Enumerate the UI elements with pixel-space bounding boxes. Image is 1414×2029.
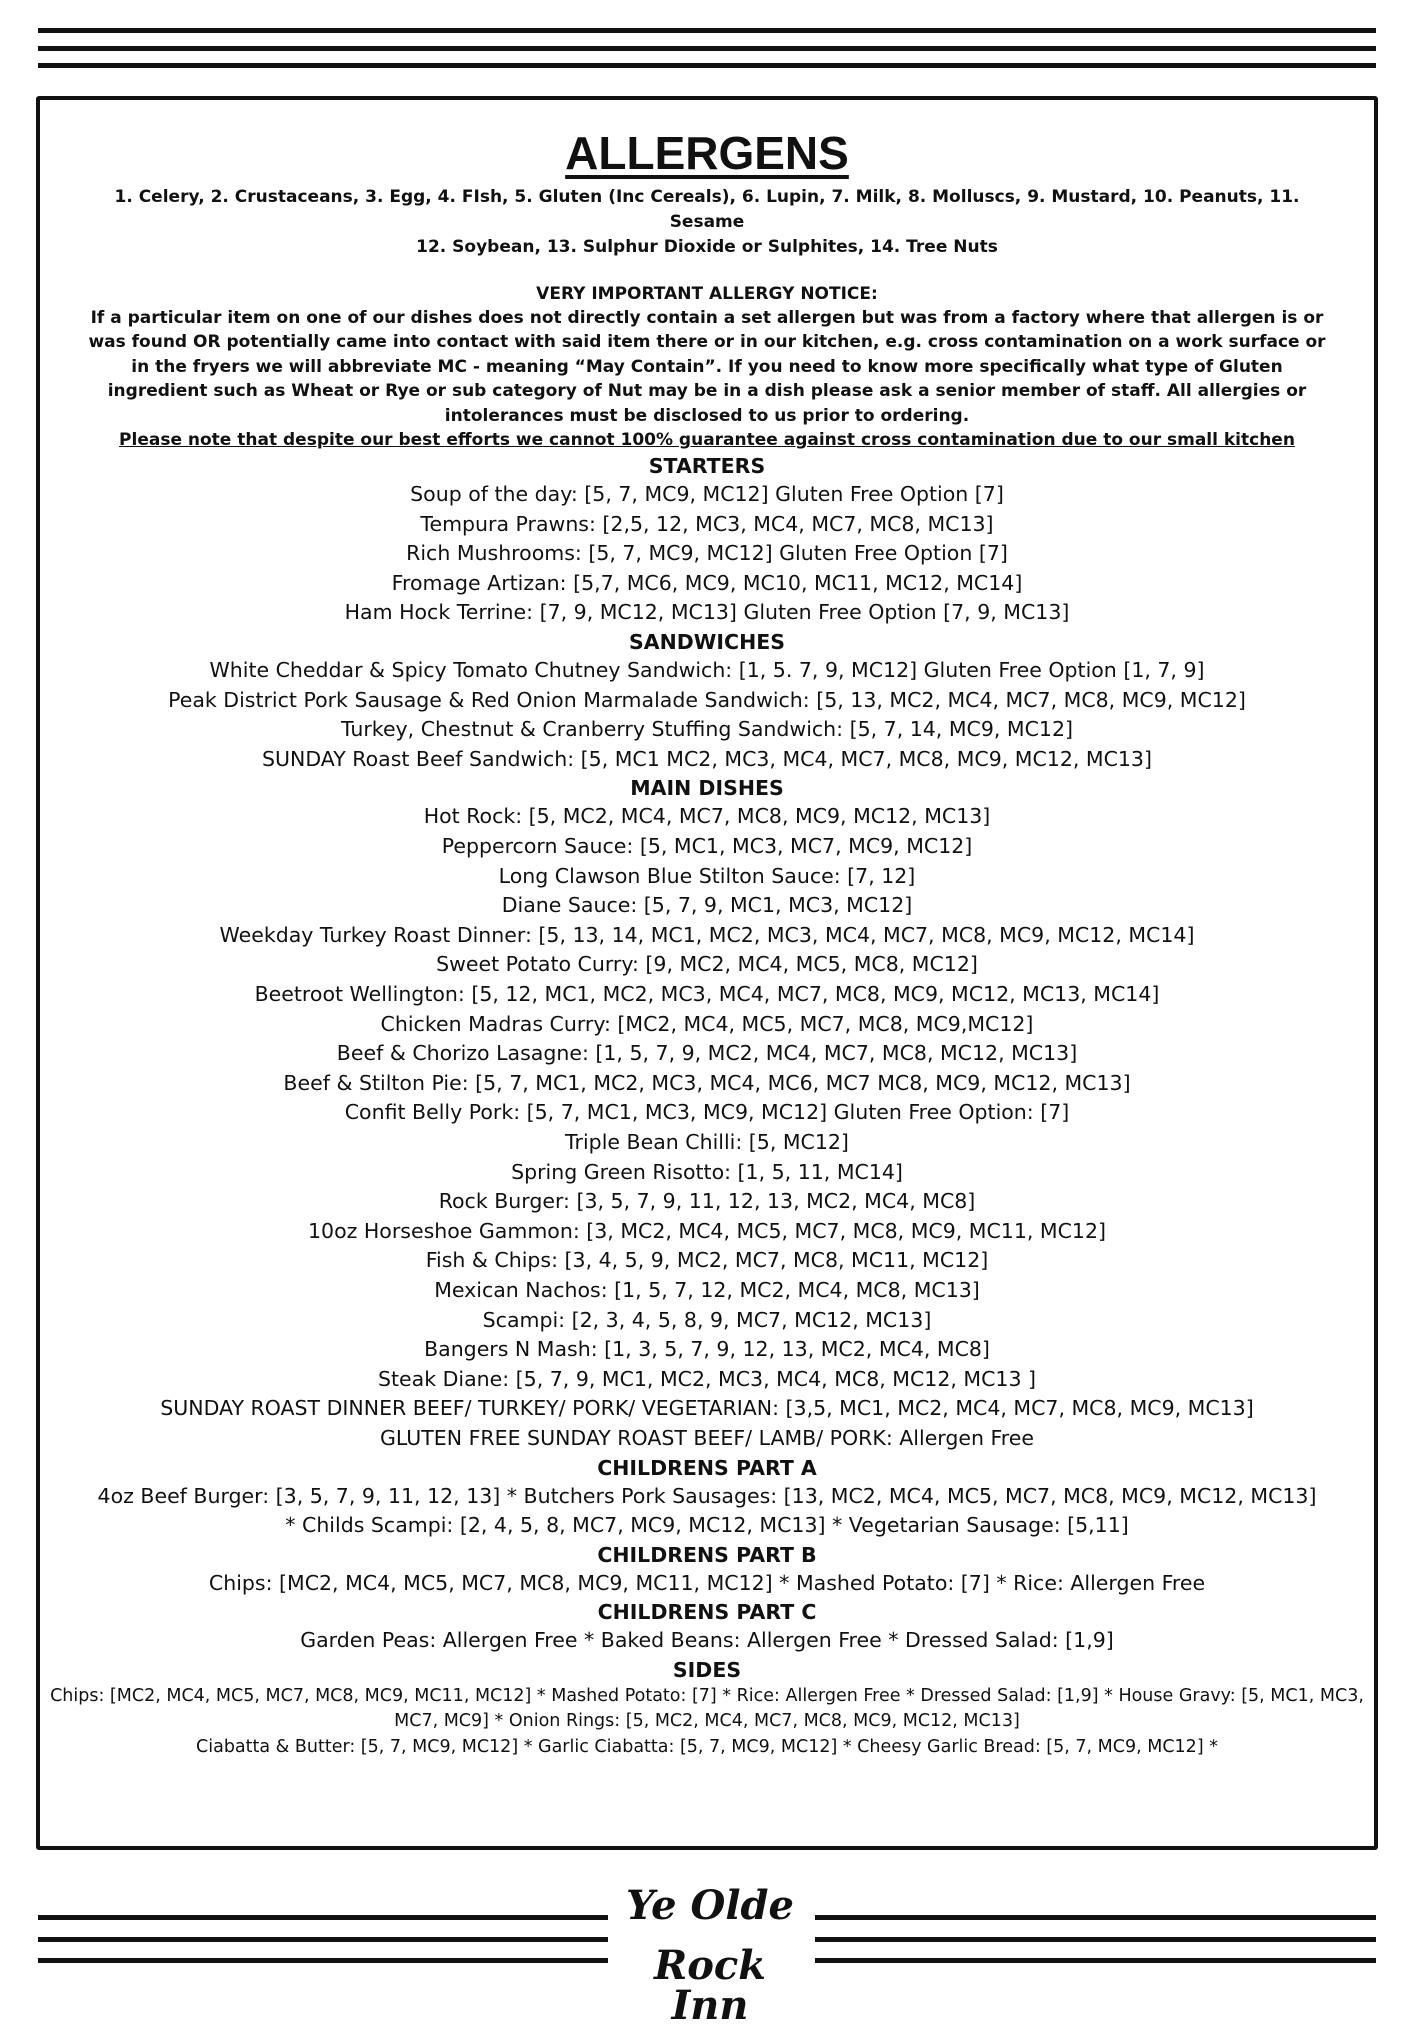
menu-item: Confit Belly Pork: [5, 7, MC1, MC3, MC9, MC12] Gluten Free Option: [7] xyxy=(344,1100,1070,1125)
menu-item: Chips: [MC2, MC4, MC5, MC7, MC8, MC9, MC11, MC12] * Mashed Potato: [7] * Rice: Allergen Free xyxy=(208,1570,1206,1595)
menu-item: Tempura Prawns: [2,5, 12, MC3, MC4, MC7, MC8, MC13] xyxy=(420,511,994,536)
section-heading: SANDWICHES xyxy=(628,630,785,655)
notice-body: If a particular item on one of our dishes does not directly contain a set allergen but was from a factory where that allergen is or was found OR potentially came into contact with said item there or in our kitchen, e.g. cross contamination on a work surface or in the fryers we will abbreviate MC - meaning “May Contain”. If you need to know more specifically what type of Gluten ingredient such as Wheat or Rye or sub category of Nut may be in a dish please ask a senior member of staff. All allergies or intolerances must be disclosed to us prior to ordering. xyxy=(88,307,1326,426)
section-childrens-b xyxy=(40,1541,1374,1599)
allergen-key-line: 1. Celery, 2. Crustaceans, 3. Egg, 4. FIsh, 5. Gluten (Inc Cereals), 6. Lupin, 7. Milk, 8. Molluscs, 9. Mustard, 10. Peanuts, 11. Sesame xyxy=(114,186,1300,232)
menu-item: White Cheddar & Spicy Tomato Chutney Sandwich: [1, 5. 7, 9, MC12] Gluten Free Option [1, 7, 9] xyxy=(209,658,1205,683)
section-heading: SIDES xyxy=(672,1657,742,1682)
section-heading: CHILDRENS PART C xyxy=(597,1600,817,1625)
allergy-notice xyxy=(82,282,1332,453)
menu-item: Weekday Turkey Roast Dinner: [5, 13, 14, MC1, MC2, MC3, MC4, MC7, MC8, MC9, MC12, MC14] xyxy=(219,922,1195,947)
allergen-key-list xyxy=(80,185,1334,260)
notice-warning: Please note that despite our best efforts we cannot 100% guarantee against cross contamination due to our small kitchen xyxy=(119,430,1295,451)
footer-rule-right-1 xyxy=(815,1915,1376,1920)
menu-item: Steak Diane: [5, 7, 9, MC1, MC2, MC3, MC4, MC8, MC12, MC13 ] xyxy=(377,1366,1036,1391)
footer-rule-right-3 xyxy=(815,1958,1376,1963)
top-rule-1 xyxy=(38,28,1376,33)
menu-item: * Childs Scampi: [2, 4, 5, 8, MC7, MC9, MC12, MC13] * Vegetarian Sausage: [5,11] xyxy=(285,1513,1129,1538)
footer-rule-left-1 xyxy=(38,1915,608,1920)
section-sides xyxy=(40,1656,1374,1761)
section-heading: STARTERS xyxy=(648,454,766,479)
section-heading: CHILDRENS PART B xyxy=(597,1542,817,1567)
menu-item: Triple Bean Chilli: [5, MC12] xyxy=(565,1129,849,1154)
menu-item: Soup of the day: [5, 7, MC9, MC12] Gluten Free Option [7] xyxy=(410,482,1004,507)
brand-logo-line2: Rock Inn xyxy=(654,1942,766,2029)
allergen-key-line: 12. Soybean, 13. Sulphur Dioxide or Sulphites, 14. Tree Nuts xyxy=(416,236,998,257)
page-title: ALLERGENS xyxy=(565,127,849,179)
footer-rule-left-3 xyxy=(38,1958,608,1963)
menu-item: Peppercorn Sauce: [5, MC1, MC3, MC7, MC9, MC12] xyxy=(441,834,973,859)
menu-item: Ham Hock Terrine: [7, 9, MC12, MC13] Gluten Free Option [7, 9, MC13] xyxy=(344,600,1070,625)
menu-item: GLUTEN FREE SUNDAY ROAST BEEF/ LAMB/ PORK: Allergen Free xyxy=(379,1425,1035,1450)
menu-item: Turkey, Chestnut & Cranberry Stuffing Sandwich: [5, 7, 14, MC9, MC12] xyxy=(340,717,1074,742)
menu-item: Sweet Potato Curry: [9, MC2, MC4, MC5, MC8, MC12] xyxy=(436,952,978,977)
menu-item: Fish & Chips: [3, 4, 5, 9, MC2, MC7, MC8, MC11, MC12] xyxy=(425,1248,989,1273)
menu-item: Chicken Madras Curry: [MC2, MC4, MC5, MC7, MC8, MC9,MC12] xyxy=(380,1011,1034,1036)
menu-item: Garden Peas: Allergen Free * Baked Beans: Allergen Free * Dressed Salad: [1,9] xyxy=(300,1628,1114,1653)
section-main-dishes xyxy=(40,774,1374,1453)
menu-item: Bangers N Mash: [1, 3, 5, 7, 9, 12, 13, MC2, MC4, MC8] xyxy=(424,1337,990,1362)
menu-item: Beef & Chorizo Lasagne: [1, 5, 7, 9, MC2, MC4, MC7, MC8, MC12, MC13] xyxy=(336,1041,1078,1066)
menu-item: Hot Rock: [5, MC2, MC4, MC7, MC8, MC9, MC12, MC13] xyxy=(423,804,991,829)
menu-item: Spring Green Risotto: [1, 5, 11, MC14] xyxy=(511,1159,903,1184)
top-rule-2 xyxy=(38,46,1376,51)
menu-item: Rich Mushrooms: [5, 7, MC9, MC12] Gluten Free Option [7] xyxy=(406,541,1008,566)
menu-item: Long Clawson Blue Stilton Sauce: [7, 12] xyxy=(498,863,916,888)
top-rule-3 xyxy=(38,63,1376,68)
menu-item: Beef & Stilton Pie: [5, 7, MC1, MC2, MC3, MC4, MC6, MC7 MC8, MC9, MC12, MC13] xyxy=(283,1070,1131,1095)
section-starters xyxy=(40,452,1374,628)
allergen-content xyxy=(40,118,1374,1760)
menu-item: Rock Burger: [3, 5, 7, 9, 11, 12, 13, MC2, MC4, MC8] xyxy=(438,1189,976,1214)
notice-heading: VERY IMPORTANT ALLERGY NOTICE: xyxy=(536,283,878,304)
menu-item: Fromage Artizan: [5,7, MC6, MC9, MC10, MC11, MC12, MC14] xyxy=(391,570,1023,595)
section-heading: MAIN DISHES xyxy=(630,776,784,801)
section-childrens-a xyxy=(40,1454,1374,1541)
section-heading: CHILDRENS PART A xyxy=(597,1455,817,1480)
footer-rule-right-2 xyxy=(815,1937,1376,1942)
sides-text: Chips: [MC2, MC4, MC5, MC7, MC8, MC9, MC11, MC12] * Mashed Potato: [7] * Rice: Allergen Free * Dressed Salad: [1,9] * House Gravy: [5, MC1, MC3, MC7, MC9] * Onion Rings: [5, MC2, MC4, MC7, MC8, MC9, MC12, MC13] xyxy=(50,1685,1364,1732)
footer-rule-left-2 xyxy=(38,1937,608,1942)
menu-item: SUNDAY Roast Beef Sandwich: [5, MC1 MC2, MC3, MC4, MC7, MC8, MC9, MC12, MC13] xyxy=(262,746,1152,771)
menu-item: Peak District Pork Sausage & Red Onion Marmalade Sandwich: [5, 13, MC2, MC4, MC7, MC8, MC9, MC12] xyxy=(168,687,1246,712)
menu-item: SUNDAY ROAST DINNER BEEF/ TURKEY/ PORK/ VEGETARIAN: [3,5, MC1, MC2, MC4, MC7, MC8, MC9, MC13] xyxy=(160,1396,1254,1421)
section-childrens-c xyxy=(40,1598,1374,1656)
menu-item: Diane Sauce: [5, 7, 9, MC1, MC3, MC12] xyxy=(501,893,913,918)
menu-item: Beetroot Wellington: [5, 12, MC1, MC2, MC3, MC4, MC7, MC8, MC9, MC12, MC13, MC14] xyxy=(254,982,1160,1006)
sides-text: Ciabatta & Butter: [5, 7, MC9, MC12] * Garlic Ciabatta: [5, 7, MC9, MC12] * Cheesy Garlic Bread: [5, 7, MC9, MC12] * xyxy=(196,1736,1218,1757)
menu-item: Scampi: [2, 3, 4, 5, 8, 9, MC7, MC12, MC13] xyxy=(482,1307,932,1332)
section-sandwiches xyxy=(40,628,1374,774)
brand-logo-line1: Ye Olde xyxy=(626,1882,794,1929)
menu-item: 10oz Horseshoe Gammon: [3, MC2, MC4, MC5, MC7, MC8, MC9, MC11, MC12] xyxy=(307,1218,1106,1243)
menu-item: Mexican Nachos: [1, 5, 7, 12, MC2, MC4, MC8, MC13] xyxy=(434,1277,980,1302)
menu-item: 4oz Beef Burger: [3, 5, 7, 9, 11, 12, 13] * Butchers Pork Sausages: [13, MC2, MC4, MC5, MC7, MC8, MC9, MC12, MC13] xyxy=(97,1483,1317,1508)
